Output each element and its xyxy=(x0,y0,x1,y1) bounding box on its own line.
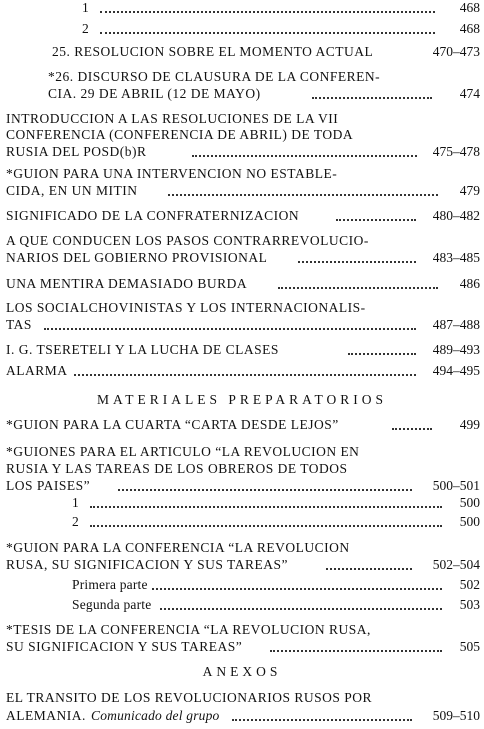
toc-entry-title-cont: RUSIA Y LAS TAREAS DE LOS OBREROS DE TODOS xyxy=(6,461,348,476)
toc-entry-title-cont: SU SIGNIFICACION Y SUS TAREAS” xyxy=(6,639,243,654)
toc-entry-title: *GUION PARA LA CUARTA “CARTA DESDE LEJOS” xyxy=(6,417,339,432)
toc-page-number: 468 xyxy=(459,0,480,15)
toc-page-number: 499 xyxy=(459,417,480,432)
leader-dots xyxy=(348,352,416,355)
toc-entry-title: *TESIS DE LA CONFERENCIA “LA REVOLUCION RUSA, xyxy=(6,622,371,637)
toc-page-number: 500–501 xyxy=(432,478,480,493)
toc-entry-note: Comunicado del grupo xyxy=(91,708,220,723)
leader-dots xyxy=(44,327,416,330)
toc-page-number: 475–478 xyxy=(432,144,480,159)
section-heading: ANEXOS xyxy=(202,664,282,679)
leader-dots xyxy=(270,649,442,652)
leader-dots xyxy=(100,10,435,13)
leader-dots xyxy=(326,567,412,570)
toc-entry-title-cont: LOS PAISES” xyxy=(6,478,91,493)
toc-entry-title-cont: TAS xyxy=(6,317,32,332)
toc-entry-title: ALARMA xyxy=(6,363,68,378)
toc-page-number: 486 xyxy=(459,276,480,291)
toc-page-number: 502 xyxy=(459,577,480,592)
toc-entry-title-cont: CIA. 29 DE ABRIL (12 DE MAYO) xyxy=(48,86,261,101)
leader-dots xyxy=(74,373,416,376)
toc-page-number: 503 xyxy=(459,597,480,612)
toc-entry-title: *GUIONES PARA EL ARTICULO “LA REVOLUCION EN xyxy=(6,444,360,459)
toc-page-number: 479 xyxy=(459,183,480,198)
toc-page-number: 500 xyxy=(459,514,480,529)
toc-entry-title-cont: NARIOS DEL GOBIERNO PROVISIONAL xyxy=(6,250,268,265)
leader-dots xyxy=(90,505,442,508)
toc-page-number: 502–504 xyxy=(432,557,480,572)
leader-dots xyxy=(118,488,412,491)
toc-entry-title: UNA MENTIRA DEMASIADO BURDA xyxy=(6,276,248,291)
section-heading: MATERIALES PREPARATORIOS xyxy=(97,392,387,407)
toc-entry-title: EL TRANSITO DE LOS REVOLUCIONARIOS RUSOS POR xyxy=(6,690,373,705)
toc-page-number: 470–473 xyxy=(432,44,480,59)
toc-entry-title: LOS SOCIALCHOVINISTAS Y LOS INTERNACIONALIS- xyxy=(6,300,366,315)
toc-entry-title: A QUE CONDUCEN LOS PASOS CONTRARREVOLUCIO- xyxy=(6,233,369,248)
toc-subentry-number: 1 xyxy=(72,495,79,510)
toc-entry-title-cont: CIDA, EN UN MITIN xyxy=(6,183,138,198)
leader-dots xyxy=(298,260,416,263)
toc-entry-title: *GUION PARA UNA INTERVENCION NO ESTABLE- xyxy=(6,166,338,181)
leader-dots xyxy=(232,718,412,721)
toc-page-number: 474 xyxy=(459,86,480,101)
leader-dots xyxy=(278,286,438,289)
toc-entry-title-cont: RUSA, SU SIGNIFICACION Y SUS TAREAS” xyxy=(6,557,288,572)
toc-page-number: 487–488 xyxy=(432,317,480,332)
toc-page-number: 494–495 xyxy=(432,363,480,378)
toc-page-number: 509–510 xyxy=(432,708,480,723)
toc-entry-title: I. G. TSERETELI Y LA LUCHA DE CLASES xyxy=(6,342,279,357)
toc-entry-title: INTRODUCCION A LAS RESOLUCIONES DE LA VII xyxy=(6,111,339,126)
leader-dots xyxy=(152,587,442,590)
leader-dots xyxy=(160,607,442,610)
toc-page-number: 500 xyxy=(459,495,480,510)
toc-subentry-title: Primera parte xyxy=(72,577,148,592)
toc-entry-title-cont: ALEMANIA. xyxy=(6,708,86,723)
leader-dots xyxy=(100,31,435,34)
toc-entry-title-cont: RUSIA DEL POSD(b)R xyxy=(6,144,147,159)
leader-dots xyxy=(392,427,432,430)
toc-entry-title: SIGNIFICADO DE LA CONFRATERNIZACION xyxy=(6,208,300,223)
toc-entry-title-cont: CONFERENCIA (CONFERENCIA DE ABRIL) DE TODA xyxy=(6,127,354,142)
toc-subentry-number: 1 xyxy=(82,0,89,15)
toc-subentry-number: 2 xyxy=(82,21,89,36)
toc-entry-title: *26. DISCURSO DE CLAUSURA DE LA CONFEREN- xyxy=(48,69,381,84)
toc-page-number: 480–482 xyxy=(432,208,480,223)
toc-subentry-title: Segunda parte xyxy=(72,597,152,612)
toc-page-number: 489–493 xyxy=(432,342,480,357)
toc-page-number: 468 xyxy=(459,21,480,36)
leader-dots xyxy=(90,524,442,527)
toc-page-number: 483–485 xyxy=(432,250,480,265)
leader-dots xyxy=(336,218,416,221)
leader-dots xyxy=(168,193,438,196)
leader-dots xyxy=(192,154,417,157)
toc-page-number: 505 xyxy=(459,639,480,654)
toc-entry-title: 25. RESOLUCION SOBRE EL MOMENTO ACTUAL xyxy=(52,44,374,59)
toc-subentry-number: 2 xyxy=(72,514,79,529)
leader-dots xyxy=(312,96,432,99)
toc-entry-title: *GUION PARA LA CONFERENCIA “LA REVOLUCION xyxy=(6,540,350,555)
